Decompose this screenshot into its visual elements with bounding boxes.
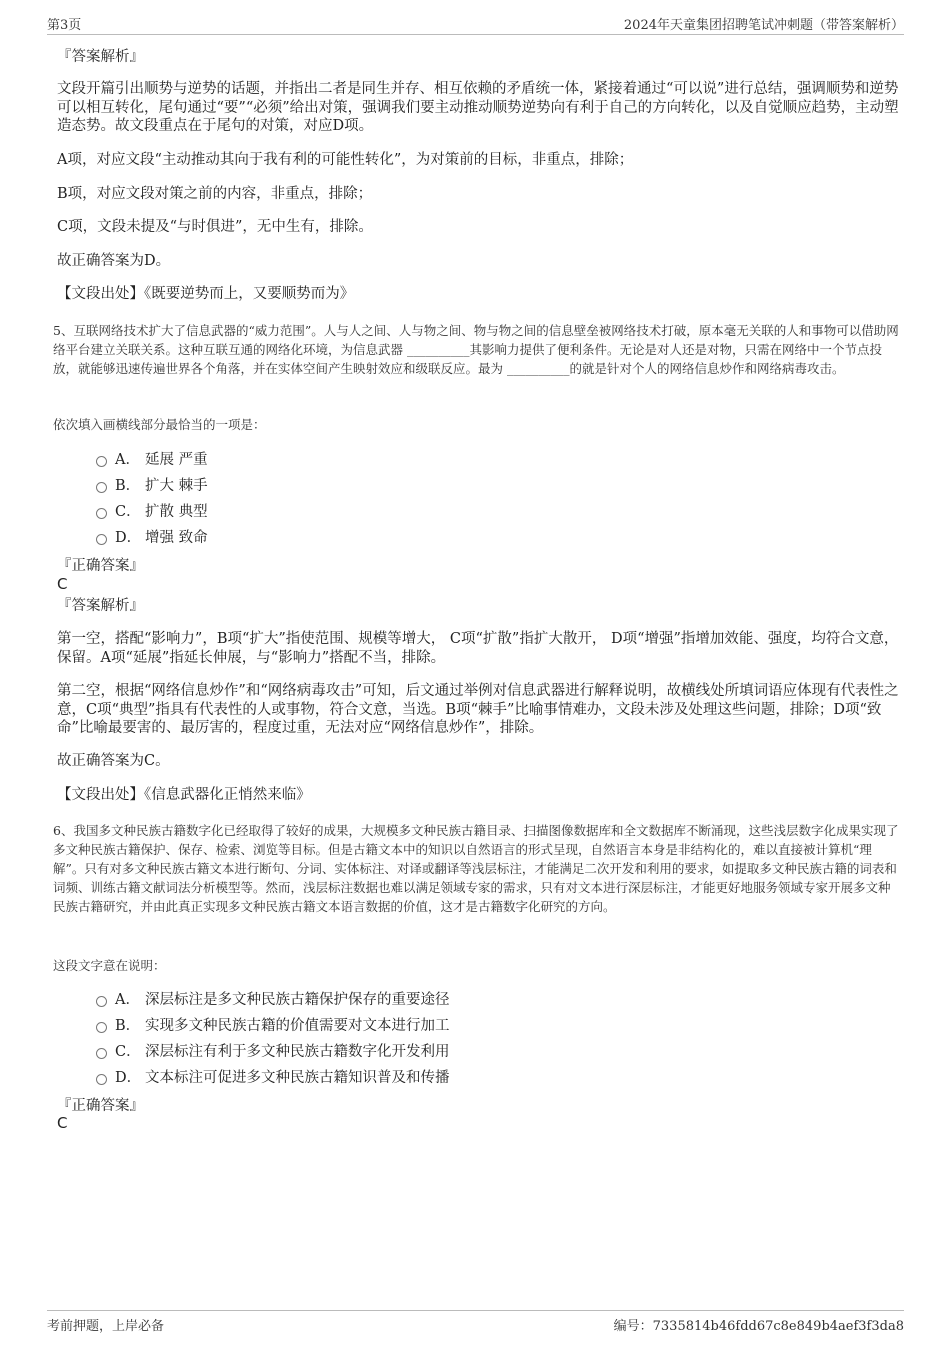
q4-option-c-analysis: C项，文段未提及“与时俱进”，无中生有，排除。 (57, 219, 373, 235)
q4-conclusion: 故正确答案为D。 (57, 253, 171, 269)
q6-option-d[interactable]: D． 文本标注可促进多文种民族古籍知识普及和传播 (96, 1069, 450, 1087)
q4-option-a-analysis: A项，对应文段“主动推动其向于我有利的可能性转化”，为对策前的目标，非重点，排除； (57, 152, 634, 168)
q5-prompt: 依次填入画横线部分最恰当的一项是： (53, 417, 266, 432)
radio-icon[interactable] (96, 1022, 107, 1033)
q5-analysis-first-blank: 第一空，搭配“影响力”，B项“扩大”指使范围、规模等增大， C项“扩散”指扩大散开， D项“增强”指增加效能、强度，均符合文意，保留。A项“延展”指延长伸展，与“影响力”搭配不当，排除。 (57, 631, 899, 666)
q6-answer-label: 『正确答案』 (57, 1098, 144, 1114)
document-title: 2024年天童集团招聘笔试冲刺题（带答案解析） (623, 18, 904, 33)
q6-option-b[interactable]: B． 实现多文种民族古籍的价值需要对文本进行加工 (96, 1017, 450, 1035)
radio-icon[interactable] (96, 456, 107, 467)
q5-conclusion: 故正确答案为C。 (57, 753, 170, 769)
q5-option-c[interactable]: C． 扩散 典型 (96, 503, 208, 521)
q6-prompt: 这段文字意在说明： (53, 958, 166, 973)
q5-analysis-label: 『答案解析』 (57, 598, 144, 614)
q5-option-d[interactable]: D． 增强 致命 (96, 529, 208, 547)
q6-answer: C (57, 1114, 68, 1132)
radio-icon[interactable] (96, 482, 107, 493)
q5-analysis-second-blank: 第二空，根据“网络信息炒作”和“网络病毒攻击”可知，后文通过举例对信息武器进行解释说明，故横线处所填词语应体现有代表性之意，C项“典型”指具有代表性的人或事物，符合文意，当选。B项“棘手”比喻事情难办，文段未涉及处理这些问题，排除；D项“致命”比喻最要害的、最厉害的，程度过重，无法对应“网络信息炒作”，排除。 (57, 683, 899, 736)
q5-stem: 5、互联网络技术扩大了信息武器的“威力范围”。人与人之间、人与物之间、物与物之间的信息壁垒被网络技术打破，原本毫无关联的人和事物可以借助网络平台建立关联关系。这种互联互通的网络化环境，为信息武器 __________其影响力提供了便利条件。无论是对人还是对物，只需在网络中一个节点投放，就能够迅速传遍世界各个角落，并在实体空间产生映射效应和级联反应。最为 __________的就是针对个人的网络信息炒作和网络病毒攻击。 (53, 323, 899, 376)
q4-option-b-analysis: B项，对应文段对策之前的内容，非重点，排除； (57, 186, 373, 202)
page-header (47, 12, 904, 35)
radio-icon[interactable] (96, 1074, 107, 1085)
q6-stem: 6、我国多文种民族古籍数字化已经取得了较好的成果，大规模多文种民族古籍目录、扫描图像数据库和全文数据库不断涌现，这些浅层数字化成果实现了多文种民族古籍保护、保存、检索、浏览等目标。但是古籍文本中的知识以自然语言的形式呈现，自然语言本身是非结构化的，难以直接被计算机“理解”。只有对多文种民族古籍文本进行断句、分词、实体标注、对译或翻译等浅层标注，才能满足二次开发和利用的要求，如提取多文种民族古籍的词表和词频、训练古籍文献词法分析模型等。然而，浅层标注数据也难以满足领域专家的需求，只有对文本进行深层标注，才能更好地服务领域专家开展多文种民族古籍研究，并由此真正实现多文种民族古籍文本语言数据的价值，这才是古籍数字化研究的方向。 (53, 823, 899, 914)
radio-icon[interactable] (96, 508, 107, 519)
radio-icon[interactable] (96, 1048, 107, 1059)
q4-analysis-label: 『答案解析』 (57, 49, 144, 65)
q6-option-c[interactable]: C． 深层标注有利于多文种民族古籍数字化开发利用 (96, 1043, 450, 1061)
q5-source: 【文段出处】《信息武器化正悄然来临》 (57, 787, 311, 803)
page-footer (47, 1310, 904, 1333)
footer-slogan: 考前押题，上岸必备 (47, 1319, 165, 1334)
radio-icon[interactable] (96, 534, 107, 545)
q5-answer: C (57, 575, 68, 593)
radio-icon[interactable] (96, 996, 107, 1007)
document-code: 编号：7335814b46fdd67c8e849b4aef3f3da8 (613, 1319, 904, 1334)
q6-option-a[interactable]: A． 深层标注是多文种民族古籍保护保存的重要途径 (96, 991, 450, 1009)
q4-analysis-paragraph: 文段开篇引出顺势与逆势的话题，并指出二者是同生并存、相互依赖的矛盾统一体，紧接着通过“可以说”进行总结，强调顺势和逆势可以相互转化，尾句通过“要”“必须”给出对策，强调我们要主动推动顺势逆势向有利于自己的方向转化，以及自觉顺应趋势，主动塑造态势。故文段重点在于尾句的对策，对应D项。 (57, 81, 899, 134)
page-number: 第3页 (47, 18, 82, 33)
q5-option-a[interactable]: A． 延展 严重 (96, 451, 208, 469)
q5-option-b[interactable]: B． 扩大 棘手 (96, 477, 208, 495)
q5-answer-label: 『正确答案』 (57, 558, 144, 574)
q4-source: 【文段出处】《既要逆势而上，又要顺势而为》 (57, 286, 355, 302)
